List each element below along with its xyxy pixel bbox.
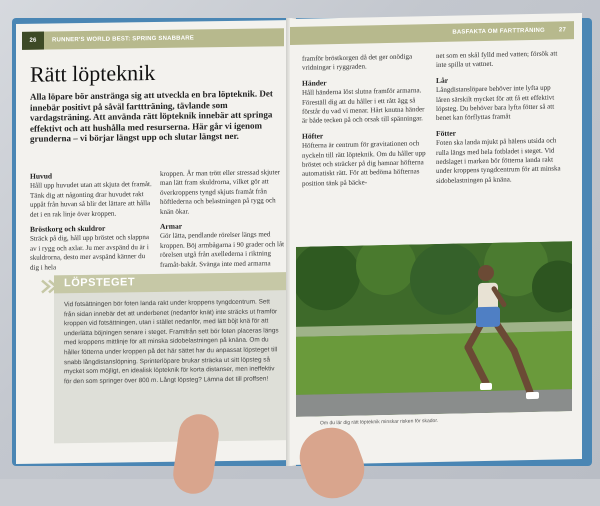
section-heading: Armar: [160, 221, 183, 231]
left-page-header: [22, 28, 284, 50]
section-heading: Händer: [302, 78, 327, 88]
runner-photo-illustration: [296, 241, 572, 417]
runner-photo: [296, 241, 572, 417]
tip-box: [54, 272, 288, 443]
right-column-2: [436, 49, 566, 191]
section-heading: Huvud: [30, 171, 53, 181]
left-page: [16, 20, 294, 464]
left-page-number: 26: [22, 32, 44, 50]
section-text: Långdistanslöpare behöver inte lyfta upp låren särskilt mycket för att få ett effektivt löpsteg. Du behöver bara lyfta fötter så att benet kan förflyttas framåt: [436, 83, 555, 123]
section-heading: Höfter: [302, 131, 324, 141]
right-running-header: BASFAKTA OM FARTTRÄNING: [452, 27, 545, 36]
page-title: Rätt löpteknik: [30, 59, 156, 87]
right-page: [290, 13, 582, 465]
section-heading: Lår: [436, 75, 449, 85]
section-text: Gör lätta, pendlande rörelser längs med kroppen. Böj armbågarna i 90 grader och låt rörelsen utgå från axellederna i riktning framåt-bakåt. Svänga inte med armarna: [160, 230, 285, 269]
right-page-number: 27: [558, 27, 566, 34]
section-text: framför bröstkorgen då det ger onödiga vridningar i ryggraden.: [302, 52, 413, 73]
section-text: Håll upp huvudet utan att skjuta det framåt. Tänk dig att någonting drar huvudet rakt uppåt från huvan så blir det lättare att hålla det i en rak linje över kroppen.: [30, 180, 152, 219]
intro-paragraph: Alla löpare bör anstränga sig att utveckla en bra löpteknik. Det innebär positivt på såväl farttträning, tävlande som vardagsträning. Att använda rätt löpteknik innebär att springa effektivt och att hushålla med resurserna. Här går vi igenom grunderna – vi börjar längst upp och slutar längst ner.: [30, 88, 273, 144]
section-text: net som en skål fylld med vatten; försök att inte spilla ut vattnet.: [436, 49, 558, 70]
section-text: Foten ska landa mjukt på hälens utsida och rulla längs med hela fotbladet i steget. Vid nedslaget i marken bör fötterna landa rakt under kroppens tyngdcentrum för att minska sidobelastningen på knäna.: [436, 136, 561, 185]
left-column-1: [30, 170, 152, 278]
section-heading: Bröstkorg och skuldror: [30, 223, 106, 234]
tip-box-text: Vid fotsättningen bör foten landa rakt under kroppens tyngdcentrum. Sett från sidan innebär det att underbenet (nedanför knät) inte sträcks ut framför kroppen vid fotsättningen, utan i stället nedanför, med lätt böjt knä för att underlätta böjningen senare i steget. Framifrån sett bör foten placeras längs med kroppens mittlinje för att minska sidobelastningen på knäna. Om du håller fötterna under kroppen på det här sättet har du anpassat löpsteget till snabb långdistanslöpning. Sprinterlöpare brukar sträcka ut sitt löpsteg så mycket som möjligt, en idealisk löpteknik för korta distanser, men ineffektiv för den som springer över 800 m. Långt löpsteg? Lämna det till proffsen!: [64, 298, 279, 386]
section-heading: Fötter: [436, 128, 456, 138]
left-column-2: [160, 168, 284, 275]
section-text: kroppen. Är man trött eller stressad skjuter man lätt fram skuldrorna, vilket gör att överkroppens tyngd skjuts framåt från höftlederna och belastningen på rygg och knän ökar.: [160, 168, 280, 216]
left-running-header: RUNNER'S WORLD BEST: SPRING SNABBARE: [52, 35, 194, 44]
section-text: Sträck på dig, håll upp bröstet och slappna av i rygg och axlar. Ju mer avspänd du är i skuldrorna, desto mer avspänd känner du dig i hela: [30, 233, 149, 272]
right-page-header: [290, 21, 574, 45]
tip-box-title: LÖPSTEGET: [64, 276, 136, 290]
section-text: Håll händerna löst slutna framför armarna. Föreställ dig att du håller i ett rått ägg så förstår du vad vi menar. Hårt knutna händer är både tecken på och orsak till spänningar.: [302, 86, 425, 126]
section-text: Höfterna är centrum för gravitationen och nyckeln till rätt löpteknik. Om du håller upp bröstet och sträcker på dig hamnar höfterna automatiskt rätt. För att bedöma höfternas position tänk på bäcke-: [302, 139, 426, 188]
right-column-1: [302, 52, 430, 194]
photo-caption: Om du lär dig rätt löpteknik minskar risken för skador.: [320, 417, 439, 427]
